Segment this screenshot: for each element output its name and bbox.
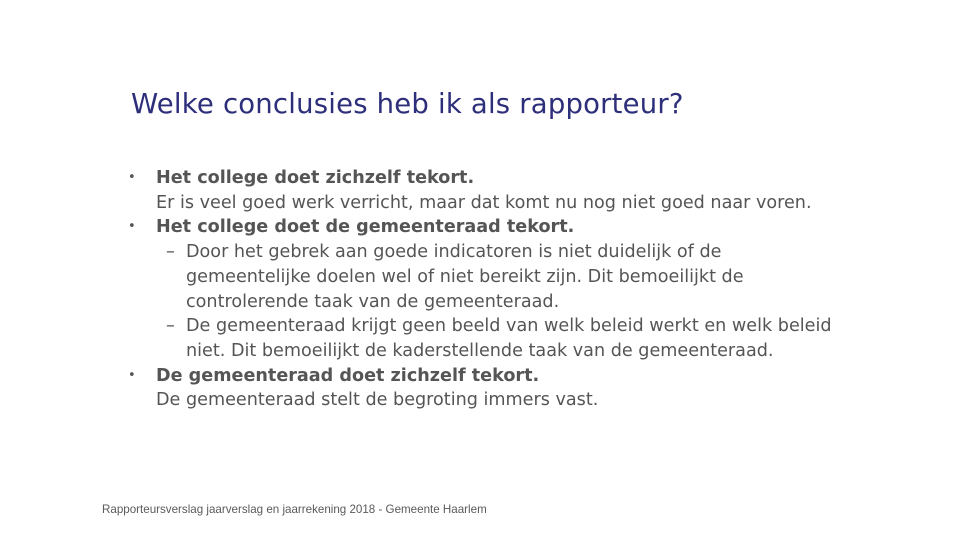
slide-footer: Rapporteursverslag jaarverslag en jaarrekening 2018 - Gemeente Haarlem <box>102 503 487 516</box>
sub-bullet-text: controlerende taak van de gemeenteraad. <box>186 291 560 312</box>
sub-bullet-item <box>128 240 938 314</box>
bullet-icon: • <box>128 367 136 383</box>
bullet-heading: Het college doet zichzelf tekort. <box>156 168 475 188</box>
dash-icon: – <box>166 242 175 263</box>
sub-bullet-text: niet. Dit bemoeilijkt de kaderstellende taak van de gemeenteraad. <box>186 340 774 361</box>
bullet-text: De gemeenteraad stelt de begroting immers vast. <box>156 390 599 411</box>
slide-title: Welke conclusies heb ik als rapporteur? <box>131 88 684 120</box>
sub-bullet-text: Door het gebrek aan goede indicatoren is niet duidelijk of de <box>186 242 722 263</box>
dash-icon: – <box>166 316 175 337</box>
bullet-heading: De gemeenteraad doet zichzelf tekort. <box>156 365 540 386</box>
sub-bullet-text: gemeentelijke doelen wel of niet bereikt zijn. Dit bemoeilijkt de <box>186 266 744 287</box>
bullet-icon: • <box>128 170 136 185</box>
sub-bullet-text: De gemeenteraad krijgt geen beeld van welk beleid werkt en welk beleid <box>186 316 832 337</box>
bullet-heading: Het college doet de gemeenteraad tekort. <box>156 217 575 238</box>
bullet-item <box>128 364 938 413</box>
bullet-icon: • <box>128 219 136 235</box>
bullet-item <box>128 215 938 240</box>
bullet-list <box>128 166 938 413</box>
bullet-text: Er is veel goed werk verricht, maar dat komt nu nog niet goed naar voren. <box>156 192 812 213</box>
bullet-item <box>128 166 938 215</box>
sub-bullet-item <box>128 314 938 363</box>
